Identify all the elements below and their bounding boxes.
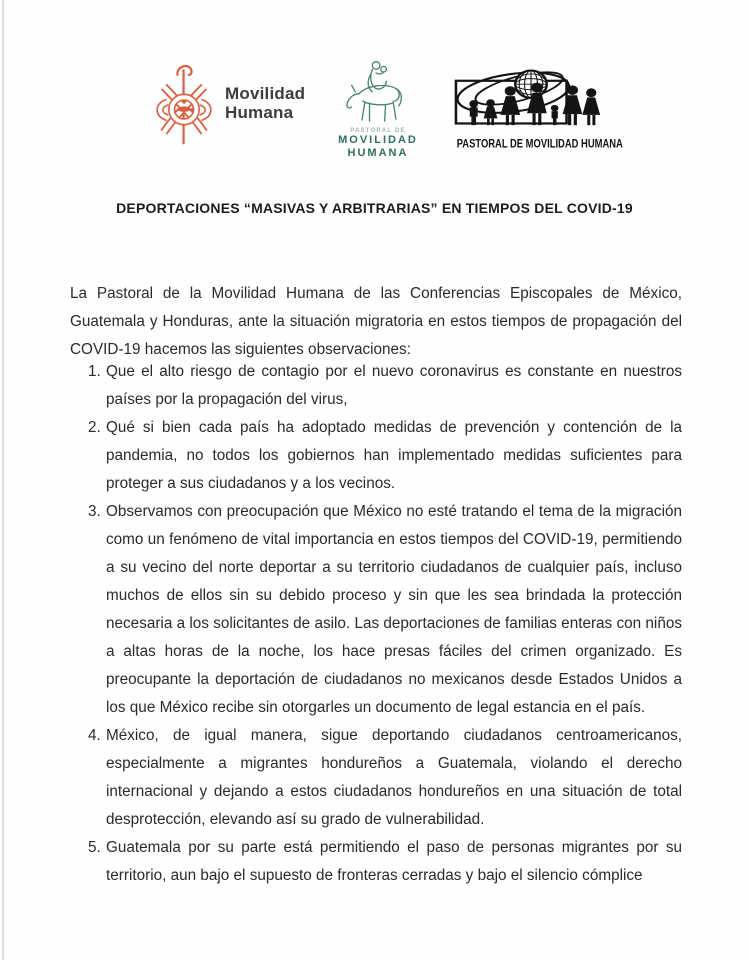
item-text: Qué si bien cada país ha adoptado medidas de prevención y contención de la pandemia, no todos los gobiernos han implementado medidas suficientes para proteger a sus ciudadanos y a los vecinos. xyxy=(106,419,682,492)
logo-pastoral-family xyxy=(452,62,623,151)
pastoral-horse-line3: HUMANA xyxy=(347,147,409,159)
list-item xyxy=(70,358,682,414)
movilidad-humana-wordmark xyxy=(225,84,305,122)
item-number: 2. xyxy=(88,419,101,436)
pastoral-horse-line1: PASTORAL DE xyxy=(350,128,406,134)
logo-pastoral-horse xyxy=(322,56,434,160)
item-text: México, de igual manera, sigue deportando ciudadanos centroamericanos, especialmente a migrantes hondureños a Guatemala, violando el derecho internacional y dejando a estos ciudadanos hondureños en una situación de total desprotección, elevando así su grado de vulnerabilidad. xyxy=(106,727,682,828)
item-number: 1. xyxy=(88,363,101,380)
document-title: DEPORTACIONES “MASIVAS Y ARBITRARIAS” EN TIEMPOS DEL COVID-19 xyxy=(116,200,633,216)
list-item xyxy=(70,722,682,834)
list-item xyxy=(70,834,682,890)
observations-list xyxy=(70,358,682,890)
item-text: Guatemala por su parte está permitiendo el paso de personas migrantes por su territorio, aun bajo el supuesto de fronteras cerradas y bajo el silencio cómplice xyxy=(106,839,682,884)
holy-family-donkey-icon xyxy=(336,56,420,122)
item-text: Que el alto riesgo de contagio por el nuevo coronavirus es constante en nuestros países por la propagación del virus, xyxy=(106,363,682,408)
family-globe-icon xyxy=(452,62,610,132)
item-number: 5. xyxy=(88,839,101,856)
item-number: 4. xyxy=(88,727,101,744)
pastoral-family-caption: PASTORAL DE MOVILIDAD HUMANA xyxy=(456,138,623,151)
pastoral-horse-line2: MOVILIDAD xyxy=(338,134,418,146)
item-number: 3. xyxy=(88,503,101,520)
item-text: Observamos con preocupación que México no esté tratando el tema de la migración como un fenómeno de vital importancia en estos tiempos del COVID-19, permitiendo a su vecino del norte deportar a su territorio ciudadanos de cualquier país, incluso muchos de ellos sin su debido proceso y sin que les sea brindada la protección necesaria a los solicitantes de asilo. Las deportaciones de familias enteras con niños a altas horas de la noche, los hace presas fáciles del crimen organizado. Es preocupante la deportación de ciudadanos no mexicanos desde Estados Unidos a los que México recibe sin otorgarles un documento de legal estancia en el país. xyxy=(106,503,682,716)
crosier-knot-icon xyxy=(152,60,216,148)
logo-movilidad-humana xyxy=(152,60,305,148)
logo-band xyxy=(0,0,749,180)
list-item xyxy=(70,498,682,722)
list-item xyxy=(70,414,682,498)
intro-paragraph: La Pastoral de la Movilidad Humana de las Conferencias Episcopales de México, Guatemala y Honduras, ante la situación migratoria en estos tiempos de propagación del COVID-19 hacemos las siguientes observaciones: xyxy=(70,285,682,359)
wordmark-line2: Humana xyxy=(225,103,294,122)
wordmark-line1: Movilidad xyxy=(225,84,306,103)
